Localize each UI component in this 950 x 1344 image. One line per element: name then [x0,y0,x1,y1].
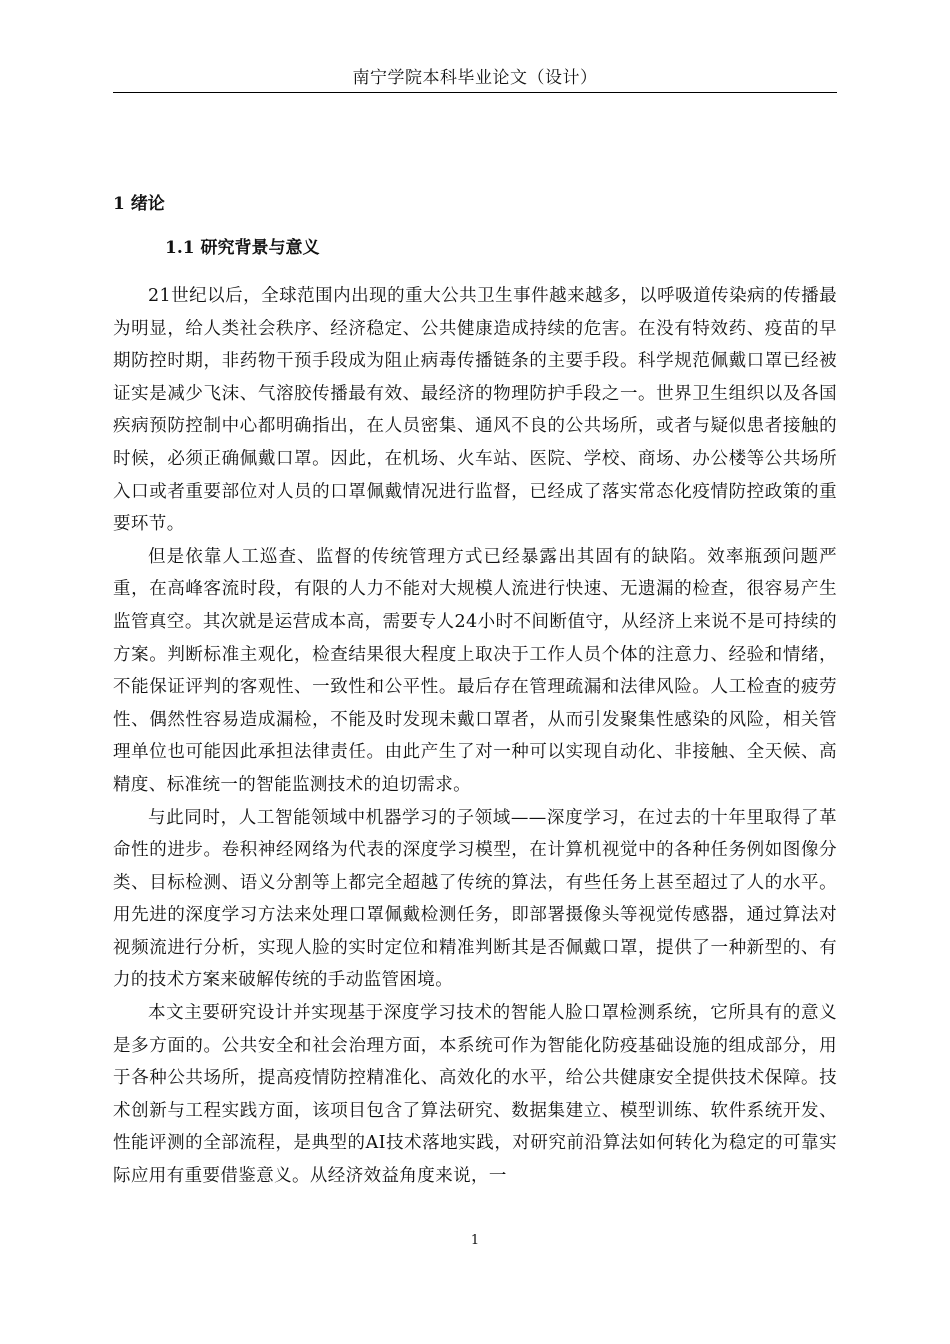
header-rule [113,92,837,93]
body-text [113,280,837,1193]
running-header: 南宁学院本科毕业论文（设计） [352,68,598,88]
section-title: 1.1 研究背景与意义 [165,238,320,258]
paragraph-significance: 本文主要研究设计并实现基于深度学习技术的智能人脸口罩检测系统，它所具有的意义是多方面的。公共安全和社会治理方面，本系统可作为智能化防疫基础设施的组成部分，用于各种公共场所，提高疫情防控精准化、高效化的水平，给公共健康安全提供技术保障。技术创新与工程实践方面，该项目包含了算法研究、数据集建立、模型训练、软件系统开发、性能评测的全部流程，是典型的AI技术落地实践，对研究前沿算法如何转化为稳定的可靠实际应用有重要借鉴意义。从经济效益角度来说，一 [113,1003,837,1187]
paragraph-deep-learning: 与此同时，人工智能领域中机器学习的子领域——深度学习，在过去的十年里取得了革命性的进步。卷积神经网络为代表的深度学习模型，在计算机视觉中的各种任务例如图像分类、目标检测、语义分割等上都完全超越了传统的算法，有些任务上甚至超过了人的水平。用先进的深度学习方法来处理口罩佩戴检测任务，即部署摄像头等视觉传感器，通过算法对视频流进行分析，实现人脸的实时定位和精准判断其是否佩戴口罩，提供了一种新型的、有力的技术方案来破解传统的手动监管困境。 [113,807,837,991]
page-number: 1 [470,1233,480,1248]
chapter-title: 1 绪论 [113,194,165,214]
paragraph-background: 21世纪以后，全球范围内出现的重大公共卫生事件越来越多，以呼吸道传染病的传播最为明显，给人类社会秩序、经济稳定、公共健康造成持续的危害。在没有特效药、疫苗的早期防控时期，非药物干预手段成为阻止病毒传播链条的主要手段。科学规范佩戴口罩已经被证实是减少飞沫、气溶胶传播最有效、最经济的物理防护手段之一。世界卫生组织以及各国疾病预防控制中心都明确指出，在人员密集、通风不良的公共场所，或者与疑似患者接触的时候，必须正确佩戴口罩。因此，在机场、火车站、医院、学校、商场、办公楼等公共场所入口或者重要部位对人员的口罩佩戴情况进行监督，已经成了落实常态化疫情防控政策的重要环节。 [113,286,837,535]
paragraph-limitations: 但是依靠人工巡查、监督的传统管理方式已经暴露出其固有的缺陷。效率瓶颈问题严重，在高峰客流时段，有限的人力不能对大规模人流进行快速、无遗漏的检查，很容易产生监管真空。其次就是运营成本高，需要专人24小时不间断值守，从经济上来说不是可持续的方案。判断标准主观化，检查结果很大程度上取决于工作人员个体的注意力、经验和情绪，不能保证评判的客观性、一致性和公平性。最后存在管理疏漏和法律风险。人工检查的疲劳性、偶然性容易造成漏检，不能及时发现未戴口罩者，从而引发聚集性感染的风险，相关管理单位也可能因此承担法律责任。由此产生了对一种可以实现自动化、非接触、全天候、高精度、标准统一的智能监测技术的迫切需求。 [113,546,837,795]
